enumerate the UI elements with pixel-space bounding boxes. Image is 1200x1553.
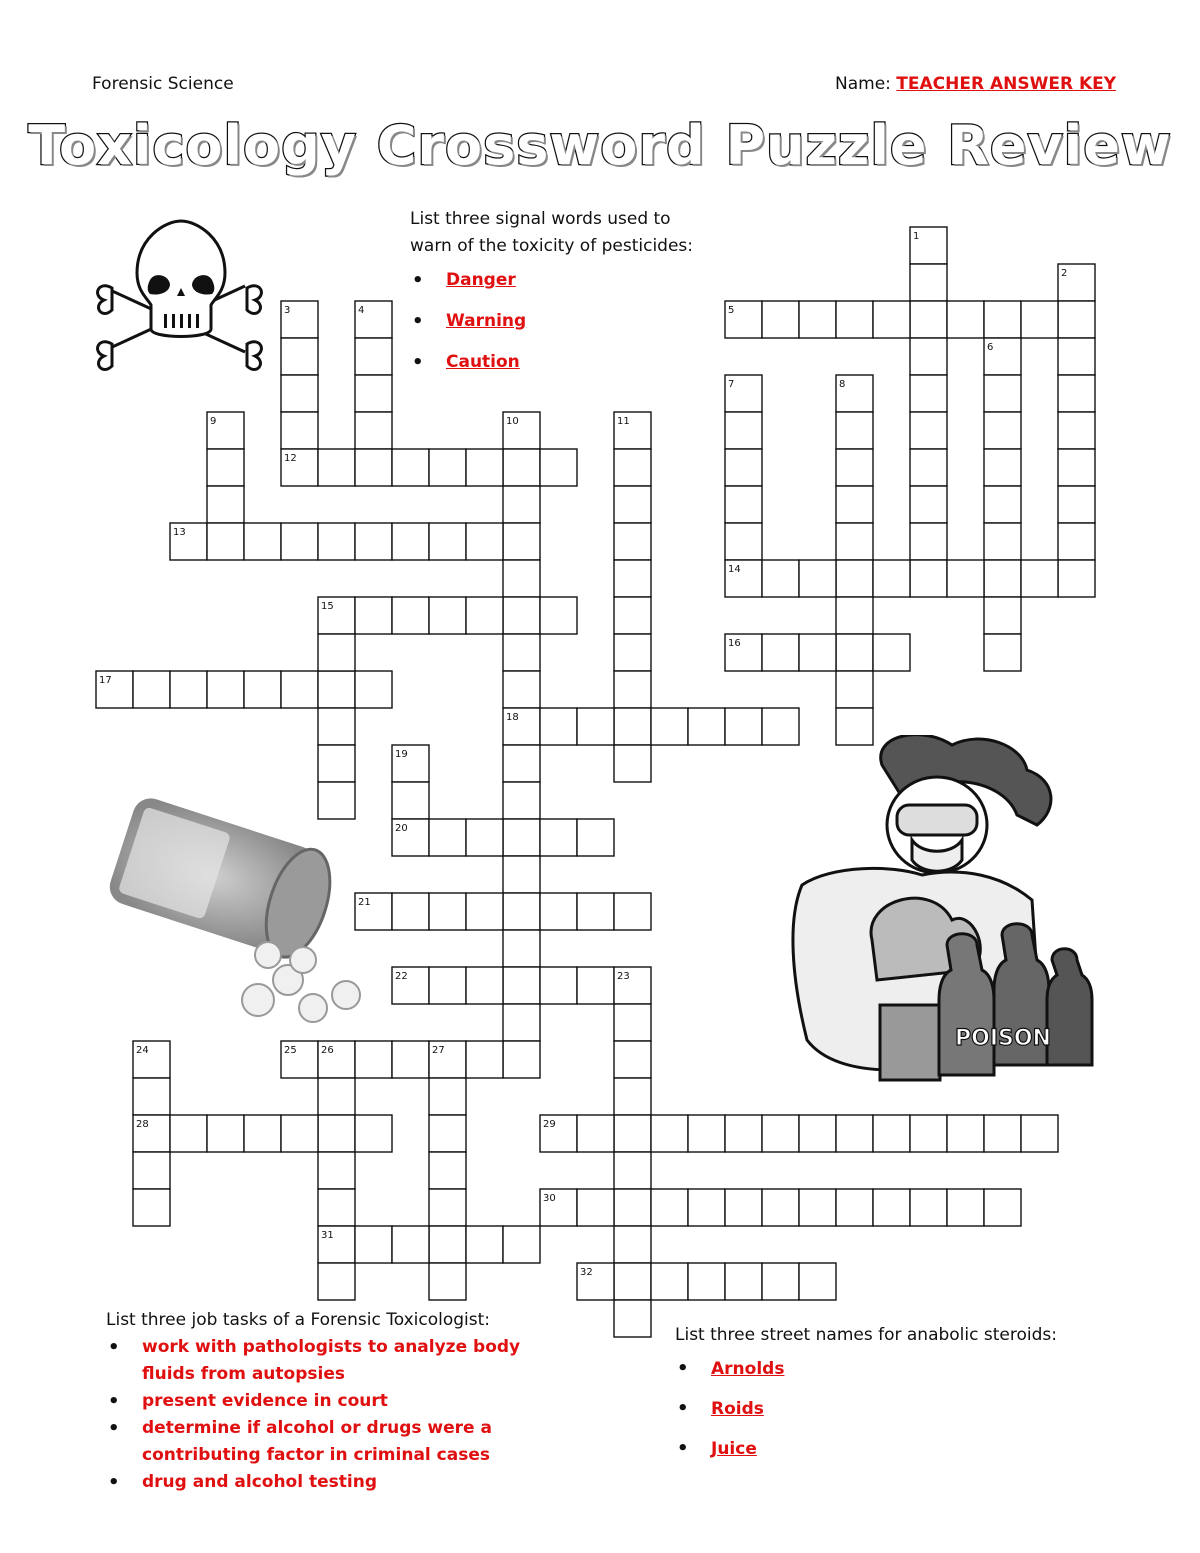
crossword-cell[interactable] xyxy=(466,1041,503,1078)
crossword-cell[interactable] xyxy=(984,301,1021,338)
crossword-cell[interactable] xyxy=(540,597,577,634)
crossword-cell[interactable] xyxy=(503,523,540,560)
crossword-cell[interactable] xyxy=(281,412,318,449)
crossword-cell[interactable] xyxy=(910,301,947,338)
clue-number: 10 xyxy=(506,416,519,427)
crossword-cell[interactable] xyxy=(1058,560,1095,597)
crossword-cell[interactable] xyxy=(984,560,1021,597)
crossword-cell[interactable] xyxy=(799,1263,836,1300)
crossword-cell[interactable] xyxy=(318,708,355,745)
clue-number: 9 xyxy=(210,416,217,427)
crossword-cell[interactable] xyxy=(577,708,614,745)
signal-word-answer: • Danger xyxy=(410,260,693,301)
signal-word-answer: • Warning xyxy=(410,301,693,342)
crossword-cell[interactable] xyxy=(910,560,947,597)
crossword-cell[interactable] xyxy=(392,1226,429,1263)
clue-number: 23 xyxy=(617,971,630,982)
crossword-cell[interactable] xyxy=(503,671,540,708)
crossword-cell[interactable] xyxy=(281,338,318,375)
crossword-cell[interactable] xyxy=(503,893,540,930)
crossword-cell[interactable] xyxy=(984,597,1021,634)
crossword-cell[interactable] xyxy=(133,1078,170,1115)
crossword-cell[interactable] xyxy=(799,301,836,338)
crossword-cell[interactable] xyxy=(836,486,873,523)
clue-number: 32 xyxy=(580,1267,593,1278)
crossword-cell[interactable] xyxy=(355,671,392,708)
crossword-cell[interactable] xyxy=(281,1115,318,1152)
crossword-cell[interactable] xyxy=(836,708,873,745)
crossword-cell[interactable] xyxy=(392,1041,429,1078)
name-label: Name: xyxy=(835,74,891,94)
crossword-cell[interactable] xyxy=(614,1226,651,1263)
crossword-cell[interactable] xyxy=(614,1078,651,1115)
crossword-cell[interactable] xyxy=(1058,338,1095,375)
crossword-cell[interactable] xyxy=(984,634,1021,671)
clue-number: 5 xyxy=(728,305,735,316)
crossword-cell[interactable] xyxy=(355,597,392,634)
crossword-cell[interactable] xyxy=(614,893,651,930)
crossword-cell[interactable] xyxy=(947,1189,984,1226)
crossword-cell[interactable] xyxy=(688,1189,725,1226)
crossword-cell[interactable] xyxy=(466,449,503,486)
crossword-cell[interactable] xyxy=(984,412,1021,449)
crossword-cell[interactable] xyxy=(910,264,947,301)
crossword-cell[interactable] xyxy=(910,375,947,412)
clue-number: 1 xyxy=(913,231,920,242)
crossword-cell[interactable] xyxy=(429,819,466,856)
steroid-answer: • Arnolds xyxy=(675,1349,1095,1389)
signal-words-prompt-2: warn of the toxicity of pesticides: xyxy=(410,236,693,256)
crossword-cell[interactable] xyxy=(503,967,540,1004)
crossword-cell[interactable] xyxy=(207,523,244,560)
crossword-cell[interactable] xyxy=(429,597,466,634)
crossword-cell[interactable] xyxy=(873,560,910,597)
crossword-cell[interactable] xyxy=(614,1041,651,1078)
crossword-cell[interactable] xyxy=(836,523,873,560)
crossword-cell[interactable] xyxy=(688,1115,725,1152)
crossword-cell[interactable] xyxy=(725,523,762,560)
crossword-cell[interactable] xyxy=(1058,412,1095,449)
crossword-cell[interactable] xyxy=(429,1226,466,1263)
clue-number: 20 xyxy=(395,823,408,834)
crossword-cell[interactable] xyxy=(503,597,540,634)
crossword-cell[interactable] xyxy=(577,1189,614,1226)
clue-number: 4 xyxy=(358,305,365,316)
crossword-cell[interactable] xyxy=(614,523,651,560)
clue-number: 30 xyxy=(543,1193,556,1204)
crossword-cell[interactable] xyxy=(318,745,355,782)
job-task-answer: • determine if alcohol or drugs were a contributing factor in criminal cases xyxy=(106,1415,602,1469)
job-tasks-prompt: List three job tasks of a Forensic Toxicologist: xyxy=(106,1310,491,1330)
crossword-cell[interactable] xyxy=(207,1115,244,1152)
crossword-cell[interactable] xyxy=(614,1189,651,1226)
crossword-cell[interactable] xyxy=(1058,486,1095,523)
crossword-cell[interactable] xyxy=(799,634,836,671)
clue-number: 17 xyxy=(99,675,112,686)
crossword-cell[interactable] xyxy=(466,967,503,1004)
crossword-cell[interactable] xyxy=(429,523,466,560)
crossword-cell[interactable] xyxy=(1058,449,1095,486)
clue-number: 3 xyxy=(284,305,291,316)
crossword-cell[interactable] xyxy=(170,671,207,708)
crossword-cell[interactable] xyxy=(1058,523,1095,560)
clue-number: 31 xyxy=(321,1230,334,1241)
crossword-cell[interactable] xyxy=(836,634,873,671)
crossword-cell[interactable] xyxy=(355,375,392,412)
crossword-cell[interactable] xyxy=(355,412,392,449)
crossword-cell[interactable] xyxy=(725,1263,762,1300)
clue-number: 7 xyxy=(728,379,735,390)
crossword-cell[interactable] xyxy=(429,1115,466,1152)
crossword-cell[interactable] xyxy=(429,1189,466,1226)
crossword-cell[interactable] xyxy=(725,708,762,745)
crossword-cell[interactable] xyxy=(355,523,392,560)
crossword-cell[interactable] xyxy=(577,1115,614,1152)
crossword-cell[interactable] xyxy=(873,634,910,671)
crossword-cell[interactable] xyxy=(355,449,392,486)
crossword-cell[interactable] xyxy=(984,523,1021,560)
crossword-cell[interactable] xyxy=(244,523,281,560)
crossword-cell[interactable] xyxy=(910,449,947,486)
crossword-cell[interactable] xyxy=(836,301,873,338)
crossword-cell[interactable] xyxy=(1058,375,1095,412)
clue-number: 13 xyxy=(173,527,186,538)
crossword-cell[interactable] xyxy=(429,967,466,1004)
crossword-cell[interactable] xyxy=(429,1152,466,1189)
crossword-cell[interactable] xyxy=(984,1189,1021,1226)
crossword-cell[interactable] xyxy=(725,449,762,486)
crossword-cell[interactable] xyxy=(947,301,984,338)
crossword-cell[interactable] xyxy=(762,634,799,671)
crossword-cell[interactable] xyxy=(577,893,614,930)
clue-number: 25 xyxy=(284,1045,297,1056)
crossword-cell[interactable] xyxy=(503,856,540,893)
clue-number: 29 xyxy=(543,1119,556,1130)
crossword-cell[interactable] xyxy=(355,1226,392,1263)
crossword-cell[interactable] xyxy=(244,1115,281,1152)
crossword-cell[interactable] xyxy=(799,1115,836,1152)
crossword-cell[interactable] xyxy=(688,708,725,745)
name-value: TEACHER ANSWER KEY xyxy=(896,74,1117,94)
crossword-cell[interactable] xyxy=(836,560,873,597)
crossword-cell[interactable] xyxy=(614,449,651,486)
crossword-cell[interactable] xyxy=(947,1115,984,1152)
crossword-cell[interactable] xyxy=(207,671,244,708)
crossword-cell[interactable] xyxy=(762,301,799,338)
crossword-cell[interactable] xyxy=(651,1189,688,1226)
poison-label: POISON xyxy=(955,1026,1051,1051)
crossword-cell[interactable] xyxy=(392,523,429,560)
crossword-cell[interactable] xyxy=(688,1263,725,1300)
crossword-cell[interactable] xyxy=(133,1152,170,1189)
crossword-cell[interactable] xyxy=(762,1115,799,1152)
crossword-cell[interactable] xyxy=(1021,1115,1058,1152)
job-task-answer: • drug and alcohol testing xyxy=(106,1469,626,1496)
crossword-cell[interactable] xyxy=(836,412,873,449)
crossword-cell[interactable] xyxy=(836,671,873,708)
clue-number: 14 xyxy=(728,564,741,575)
crossword-cell[interactable] xyxy=(836,1115,873,1152)
signal-words-prompt-1: List three signal words used to xyxy=(410,209,671,229)
crossword-cell[interactable] xyxy=(244,671,281,708)
crossword-cell[interactable] xyxy=(910,412,947,449)
crossword-cell[interactable] xyxy=(133,1189,170,1226)
clue-number: 28 xyxy=(136,1119,149,1130)
crossword-cell[interactable] xyxy=(429,1078,466,1115)
crossword-cell[interactable] xyxy=(725,486,762,523)
crossword-cell[interactable] xyxy=(1058,301,1095,338)
crossword-cell[interactable] xyxy=(614,1152,651,1189)
crossword-cell[interactable] xyxy=(318,1115,355,1152)
crossword-cell[interactable] xyxy=(910,338,947,375)
crossword-cell[interactable] xyxy=(947,560,984,597)
crossword-cell[interactable] xyxy=(466,1226,503,1263)
crossword-cell[interactable] xyxy=(318,671,355,708)
crossword-cell[interactable] xyxy=(910,486,947,523)
crossword-cell[interactable] xyxy=(503,560,540,597)
crossword-cell[interactable] xyxy=(762,1189,799,1226)
crossword-cell[interactable] xyxy=(725,1115,762,1152)
crossword-cell[interactable] xyxy=(614,1004,651,1041)
crossword-cell[interactable] xyxy=(355,1115,392,1152)
job-task-answer: • work with pathologists to analyze body fluids from autopsies xyxy=(106,1334,562,1388)
crossword-cell[interactable] xyxy=(503,819,540,856)
crossword-cell[interactable] xyxy=(466,819,503,856)
crossword-cell[interactable] xyxy=(318,523,355,560)
crossword-cell[interactable] xyxy=(614,634,651,671)
crossword-cell[interactable] xyxy=(207,486,244,523)
crossword-cell[interactable] xyxy=(429,449,466,486)
crossword-cell[interactable] xyxy=(392,893,429,930)
crossword-cell[interactable] xyxy=(614,1263,651,1300)
clue-number: 24 xyxy=(136,1045,149,1056)
crossword-cell[interactable] xyxy=(614,745,651,782)
crossword-cell[interactable] xyxy=(503,1041,540,1078)
crossword-cell[interactable] xyxy=(318,1263,355,1300)
crossword-cell[interactable] xyxy=(540,449,577,486)
crossword-cell[interactable] xyxy=(614,486,651,523)
crossword-cell[interactable] xyxy=(873,301,910,338)
clue-number: 15 xyxy=(321,601,334,612)
clue-number: 27 xyxy=(432,1045,445,1056)
crossword-cell[interactable] xyxy=(503,745,540,782)
crossword-cell[interactable] xyxy=(836,449,873,486)
clue-number: 18 xyxy=(506,712,519,723)
subject-label: Forensic Science xyxy=(92,74,234,94)
crossword-cell[interactable] xyxy=(614,597,651,634)
crossword-cell[interactable] xyxy=(318,1189,355,1226)
crossword-cell[interactable] xyxy=(762,560,799,597)
crossword-cell[interactable] xyxy=(540,708,577,745)
crossword-cell[interactable] xyxy=(392,597,429,634)
crossword-cell[interactable] xyxy=(392,449,429,486)
clue-number: 6 xyxy=(987,342,994,353)
crossword-cell[interactable] xyxy=(577,819,614,856)
crossword-cell[interactable] xyxy=(133,671,170,708)
crossword-cell[interactable] xyxy=(207,449,244,486)
crossword-cell[interactable] xyxy=(466,523,503,560)
crossword-cell[interactable] xyxy=(984,375,1021,412)
crossword-cell[interactable] xyxy=(318,1152,355,1189)
crossword-cell[interactable] xyxy=(910,523,947,560)
crossword-cell[interactable] xyxy=(540,893,577,930)
crossword-cell[interactable] xyxy=(429,893,466,930)
crossword-cell[interactable] xyxy=(1021,560,1058,597)
crossword-cell[interactable] xyxy=(429,1263,466,1300)
crossword-cell[interactable] xyxy=(540,819,577,856)
crossword-cell[interactable] xyxy=(614,560,651,597)
crossword-cell[interactable] xyxy=(799,1189,836,1226)
crossword-cell[interactable] xyxy=(614,671,651,708)
crossword-cell[interactable] xyxy=(318,1078,355,1115)
crossword-cell[interactable] xyxy=(466,893,503,930)
clue-number: 16 xyxy=(728,638,741,649)
clue-number: 2 xyxy=(1061,268,1068,279)
crossword-cell[interactable] xyxy=(873,1189,910,1226)
crossword-cell[interactable] xyxy=(355,338,392,375)
crossword-cell[interactable] xyxy=(503,782,540,819)
crossword-cell[interactable] xyxy=(984,1115,1021,1152)
crossword-cell[interactable] xyxy=(651,708,688,745)
crossword-cell[interactable] xyxy=(725,412,762,449)
crossword-cell[interactable] xyxy=(281,523,318,560)
crossword-cell[interactable] xyxy=(503,486,540,523)
crossword-cell[interactable] xyxy=(318,782,355,819)
steroid-answer: • Roids xyxy=(675,1389,1095,1429)
crossword-cell[interactable] xyxy=(614,1115,651,1152)
crossword-cell[interactable] xyxy=(762,708,799,745)
crossword-cell[interactable] xyxy=(1021,301,1058,338)
clue-number: 12 xyxy=(284,453,297,464)
crossword-cell[interactable] xyxy=(799,560,836,597)
crossword-cell[interactable] xyxy=(910,1115,947,1152)
crossword-cell[interactable] xyxy=(836,597,873,634)
crossword-cell[interactable] xyxy=(318,449,355,486)
crossword-cell[interactable] xyxy=(170,1115,207,1152)
crossword-cell[interactable] xyxy=(651,1115,688,1152)
crossword-cell[interactable] xyxy=(503,1226,540,1263)
crossword-cell[interactable] xyxy=(355,1041,392,1078)
page-title: Toxicology Crossword Puzzle Review xyxy=(28,114,1172,177)
crossword-cell[interactable] xyxy=(503,1004,540,1041)
clue-number: 22 xyxy=(395,971,408,982)
steroids-prompt: List three street names for anabolic steroids: xyxy=(675,1325,1057,1345)
clue-number: 26 xyxy=(321,1045,334,1056)
steroid-answer: • Juice xyxy=(675,1429,1095,1469)
crossword-cell[interactable] xyxy=(281,671,318,708)
crossword-cell[interactable] xyxy=(836,1189,873,1226)
crossword-cell[interactable] xyxy=(503,634,540,671)
crossword-cell[interactable] xyxy=(984,449,1021,486)
crossword-cell[interactable] xyxy=(873,1115,910,1152)
clue-number: 11 xyxy=(617,416,630,427)
job-task-answer: • present evidence in court xyxy=(106,1388,626,1415)
crossword-cell[interactable] xyxy=(503,449,540,486)
crossword-cell[interactable] xyxy=(762,1263,799,1300)
crossword-cell[interactable] xyxy=(466,597,503,634)
crossword-cell[interactable] xyxy=(540,967,577,1004)
crossword-cell[interactable] xyxy=(910,1189,947,1226)
crossword-cell[interactable] xyxy=(577,967,614,1004)
clue-number: 19 xyxy=(395,749,408,760)
crossword-cell[interactable] xyxy=(725,1189,762,1226)
crossword-cell[interactable] xyxy=(614,708,651,745)
crossword-cell[interactable] xyxy=(984,486,1021,523)
clue-number: 21 xyxy=(358,897,371,908)
crossword-cell[interactable] xyxy=(392,782,429,819)
crossword-cell[interactable] xyxy=(503,930,540,967)
crossword-cell[interactable] xyxy=(651,1263,688,1300)
clue-number: 8 xyxy=(839,379,846,390)
crossword-cell[interactable] xyxy=(318,634,355,671)
signal-word-answer: • Caution xyxy=(410,342,693,383)
crossword-cell[interactable] xyxy=(281,375,318,412)
crossword-cell[interactable] xyxy=(614,1300,651,1337)
